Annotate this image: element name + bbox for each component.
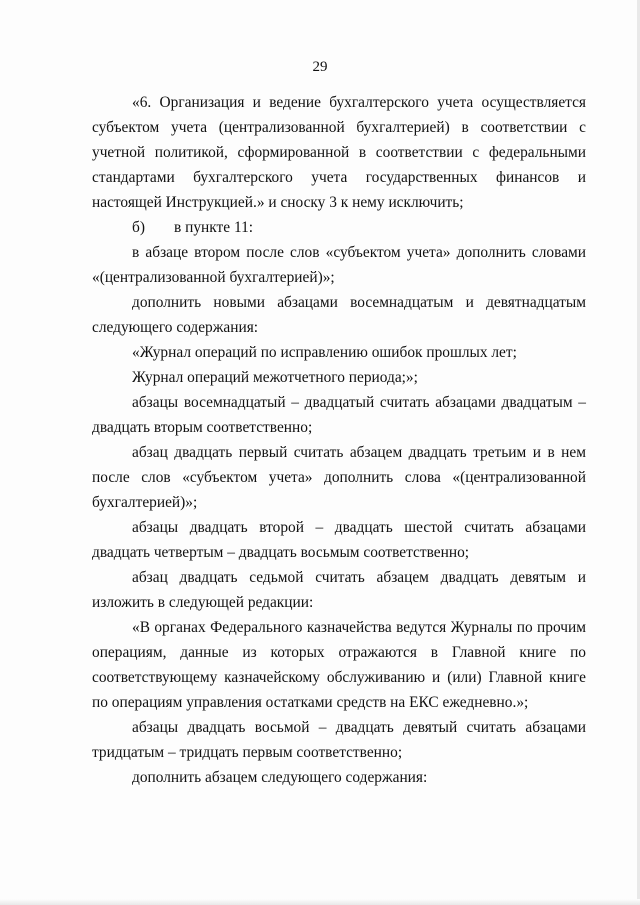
paragraph-renumber-27: абзац двадцать седьмой считать абзацем двадцать девятым и изложить в следующей редакции: [92,569,586,611]
page-number: 29 [312,59,328,75]
paragraph-renumber-18-20: абзацы восемнадцатый – двадцатый считать абзацами двадцатым – двадцать вторым соответственно; [92,394,586,436]
paragraph-renumber-22-26: абзацы двадцать второй – двадцать шестой считать абзацами двадцать четвертым – двадцать восьмым соответственно; [92,519,586,561]
list-item-marker: б) [132,219,145,236]
paragraph-treasury-journals: «В органах Федерального казначейства ведутся Журналы по прочим операциям, данные из которых отражаются в Главной книге по соответствующему казначейскому обслуживанию и (или) Главной книге по операциям управления остатками средств на ЕКС ежедневно.»; [92,619,586,711]
paragraph-amend-second: в абзаце втором после слов «субъектом учета» дополнить словами «(централизованной бухгалтерией)»; [92,244,586,286]
paragraph-add-final: дополнить абзацем следующего содержания: [132,769,428,786]
paragraph-renumber-28-29: абзацы двадцать восьмой – двадцать девятый считать абзацами тридцатым – тридцать первым соответственно; [92,719,586,761]
paragraph-renumber-21: абзац двадцать первый считать абзацем двадцать третьим и в нем после слов «субъектом учета» дополнить слова «(централизованной бухгалтерией)»; [92,444,586,511]
paragraph-clause-6: «6. Организация и ведение бухгалтерского учета осуществляется субъектом учета (централизованной бухгалтерией) в соответствии с учетной политикой, сформированной в соответствии с федеральными стандартами бухгалтерского учета государственных финансов и настоящей Инструкцией.» и сноску 3 к нему исключить; [92,94,586,211]
list-item-b [92,215,586,240]
scan-edge-bottom [0,899,640,905]
paragraph-add-new: дополнить новыми абзацами восемнадцатым и девятнадцатым следующего содержания: [92,294,586,336]
list-item-text: в пункте 11: [174,219,254,236]
document-body [92,90,586,790]
paragraph-journal-errors: «Журнал операций по исправлению ошибок прошлых лет; [132,344,517,361]
paragraph-journal-interim: Журнал операций межотчетного периода;»; [132,369,418,386]
